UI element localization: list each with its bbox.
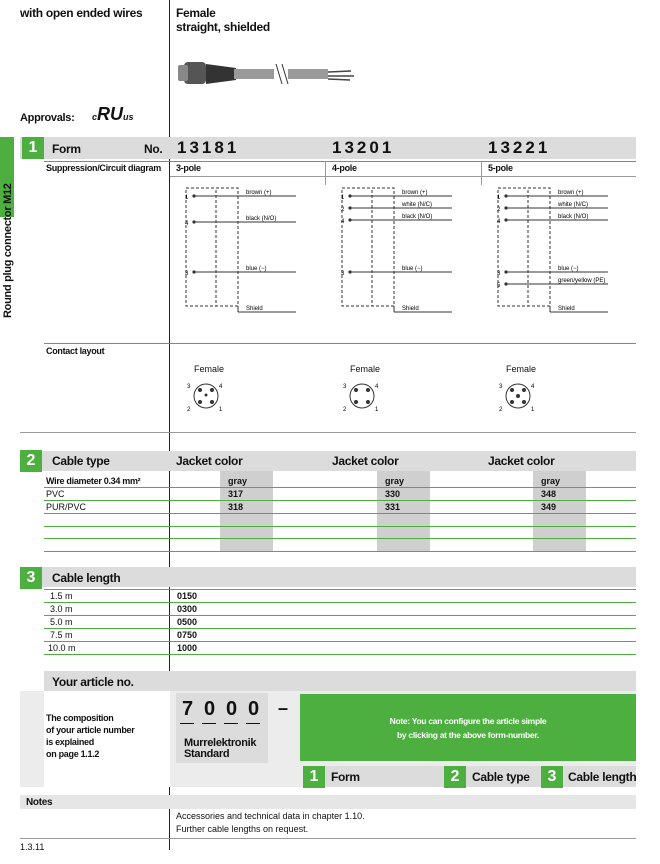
pin-label: 2 (497, 207, 501, 213)
svg-text:1: 1 (531, 407, 535, 413)
wire-label: blue (−) (558, 266, 579, 272)
female-label-2: Female (350, 364, 381, 374)
legend-cable-type: Cable type (472, 770, 530, 784)
pin-label: 2 (341, 207, 345, 213)
form-13221-link[interactable]: 13221 (488, 138, 551, 157)
circuit-diagram-5pole (488, 182, 638, 322)
section2-number: 2 (20, 450, 42, 472)
contact-layout-5pole-icon (498, 376, 538, 416)
shield-label: Shield (558, 306, 575, 312)
no-label: No. (144, 142, 163, 156)
length-value: 7.5 m (50, 630, 73, 640)
note-box (300, 694, 636, 761)
pole-4: 4-pole (332, 163, 357, 173)
svg-text:3: 3 (499, 384, 503, 390)
pole-5: 5-pole (488, 163, 513, 173)
circuit-diagram-3pole (176, 182, 326, 322)
notes-line2: Further cable lengths on request. (176, 824, 309, 834)
cable-code: 348 (541, 489, 557, 499)
wire-label: blue (−) (246, 266, 267, 272)
svg-text:2: 2 (343, 407, 347, 413)
cable-row-label: PVC (46, 489, 65, 499)
article-digit: 7 (182, 698, 194, 720)
cable-code: 317 (228, 489, 244, 499)
svg-text:2: 2 (187, 407, 191, 413)
color-gray-1: gray (228, 476, 248, 486)
female-label-3: Female (506, 364, 537, 374)
svg-text:4: 4 (219, 384, 223, 390)
pin-label: 4 (341, 219, 345, 225)
legend-num: 2 (444, 766, 466, 788)
legend-form: Form (331, 770, 360, 784)
jacket-label-1: Jacket color (176, 454, 243, 468)
cable-code: 318 (228, 502, 244, 512)
length-value: 10.0 m (48, 643, 76, 653)
wire-label: blue (−) (402, 266, 423, 272)
pin-label: 3 (341, 271, 345, 277)
wire-label: green/yellow (PE) (558, 278, 606, 284)
svg-text:2: 2 (499, 407, 503, 413)
approvals-label: Approvals: (20, 112, 75, 124)
wire-diameter-label: Wire diameter 0.34 mm² (46, 476, 141, 486)
length-code: 1000 (177, 643, 198, 653)
pin-label: 1 (341, 195, 345, 201)
page-number: 1.3.11 (20, 842, 45, 852)
pin-label: 3 (497, 271, 501, 277)
length-value: 5.0 m (50, 617, 73, 627)
product-line2: straight, shielded (176, 20, 270, 34)
pin-label: 1 (185, 195, 189, 201)
length-value: 3.0 m (50, 604, 73, 614)
shield-label: Shield (246, 306, 263, 312)
article-digit: 0 (204, 698, 216, 720)
circuit-label: Suppression/Circuit diagram (46, 163, 161, 173)
cable-code: 331 (385, 502, 401, 512)
female-label-1: Female (194, 364, 225, 374)
cable-type-label: Cable type (52, 454, 110, 468)
pin-label: 4 (497, 219, 501, 225)
length-code: 0150 (177, 591, 198, 601)
note-line2: by clicking at the above form-number. (397, 730, 539, 740)
cable-image (176, 52, 366, 97)
svg-text:3: 3 (187, 384, 191, 390)
pin-label: 5 (497, 283, 501, 289)
jacket-label-3: Jacket color (488, 454, 555, 468)
pole-3: 3-pole (176, 163, 201, 173)
legend-num: 3 (541, 766, 563, 788)
wire-label: brown (+) (558, 190, 584, 196)
pin-label: 1 (497, 195, 501, 201)
form-13201-link[interactable]: 13201 (332, 138, 395, 157)
shield-label: Shield (402, 306, 419, 312)
cable-length-label: Cable length (52, 571, 121, 585)
wire-label: white (N/C) (402, 202, 433, 208)
brand-line2: Standard (184, 748, 230, 760)
cable-code: 349 (541, 502, 557, 512)
article-title: Your article no. (52, 675, 134, 689)
note-line1: Note: You can configure the article simple (389, 716, 547, 726)
svg-text:3: 3 (343, 384, 347, 390)
cable-code: 330 (385, 489, 401, 499)
wire-label: black (N/O) (246, 216, 277, 222)
pin-label: 4 (185, 221, 189, 227)
product-line1: Female (176, 6, 216, 20)
jacket-label-2: Jacket color (332, 454, 399, 468)
notes-label: Notes (26, 797, 53, 808)
color-gray-2: gray (385, 476, 405, 486)
pin-label: 3 (185, 271, 189, 277)
article-digit: 0 (226, 698, 238, 720)
length-code: 0500 (177, 617, 198, 627)
form-label: Form (52, 142, 81, 156)
side-label: Round plug connector M12 (2, 183, 14, 318)
svg-text:1: 1 (375, 407, 379, 413)
color-gray-3: gray (541, 476, 561, 486)
circuit-diagram-4pole (332, 182, 482, 322)
wire-label: brown (+) (402, 190, 428, 196)
contact-layout-3pole-icon (186, 376, 226, 416)
section1-number: 1 (22, 137, 44, 159)
form-13181-link[interactable]: 13181 (177, 138, 240, 157)
ul-approval-icon: cRUus (92, 104, 134, 124)
notes-line1: Accessories and technical data in chapter 1.10. (176, 811, 365, 821)
brand-line1: Murrelektronik (184, 737, 257, 749)
section3-number: 3 (20, 567, 42, 589)
article-digit: 0 (248, 698, 260, 720)
legend-cable-length: Cable length (568, 770, 637, 784)
svg-text:4: 4 (375, 384, 379, 390)
wire-label: black (N/O) (402, 214, 433, 220)
left-title: with open ended wires (20, 6, 143, 20)
wire-label: brown (+) (246, 190, 272, 196)
length-value: 1.5 m (50, 591, 73, 601)
contact-layout-label: Contact layout (46, 346, 105, 356)
wire-label: black (N/O) (558, 214, 589, 220)
composition-text: The composition of your article number is explained on page 1.1.2 (46, 713, 135, 759)
legend-num: 1 (303, 766, 325, 788)
article-dash: – (278, 698, 289, 718)
wire-label: white (N/C) (558, 202, 589, 208)
svg-text:1: 1 (219, 407, 223, 413)
length-code: 0300 (177, 604, 198, 614)
length-code: 0750 (177, 630, 198, 640)
contact-layout-4pole-icon (342, 376, 382, 416)
notes-header (20, 795, 636, 809)
cable-row-label: PUR/PVC (46, 502, 87, 512)
svg-text:4: 4 (531, 384, 535, 390)
